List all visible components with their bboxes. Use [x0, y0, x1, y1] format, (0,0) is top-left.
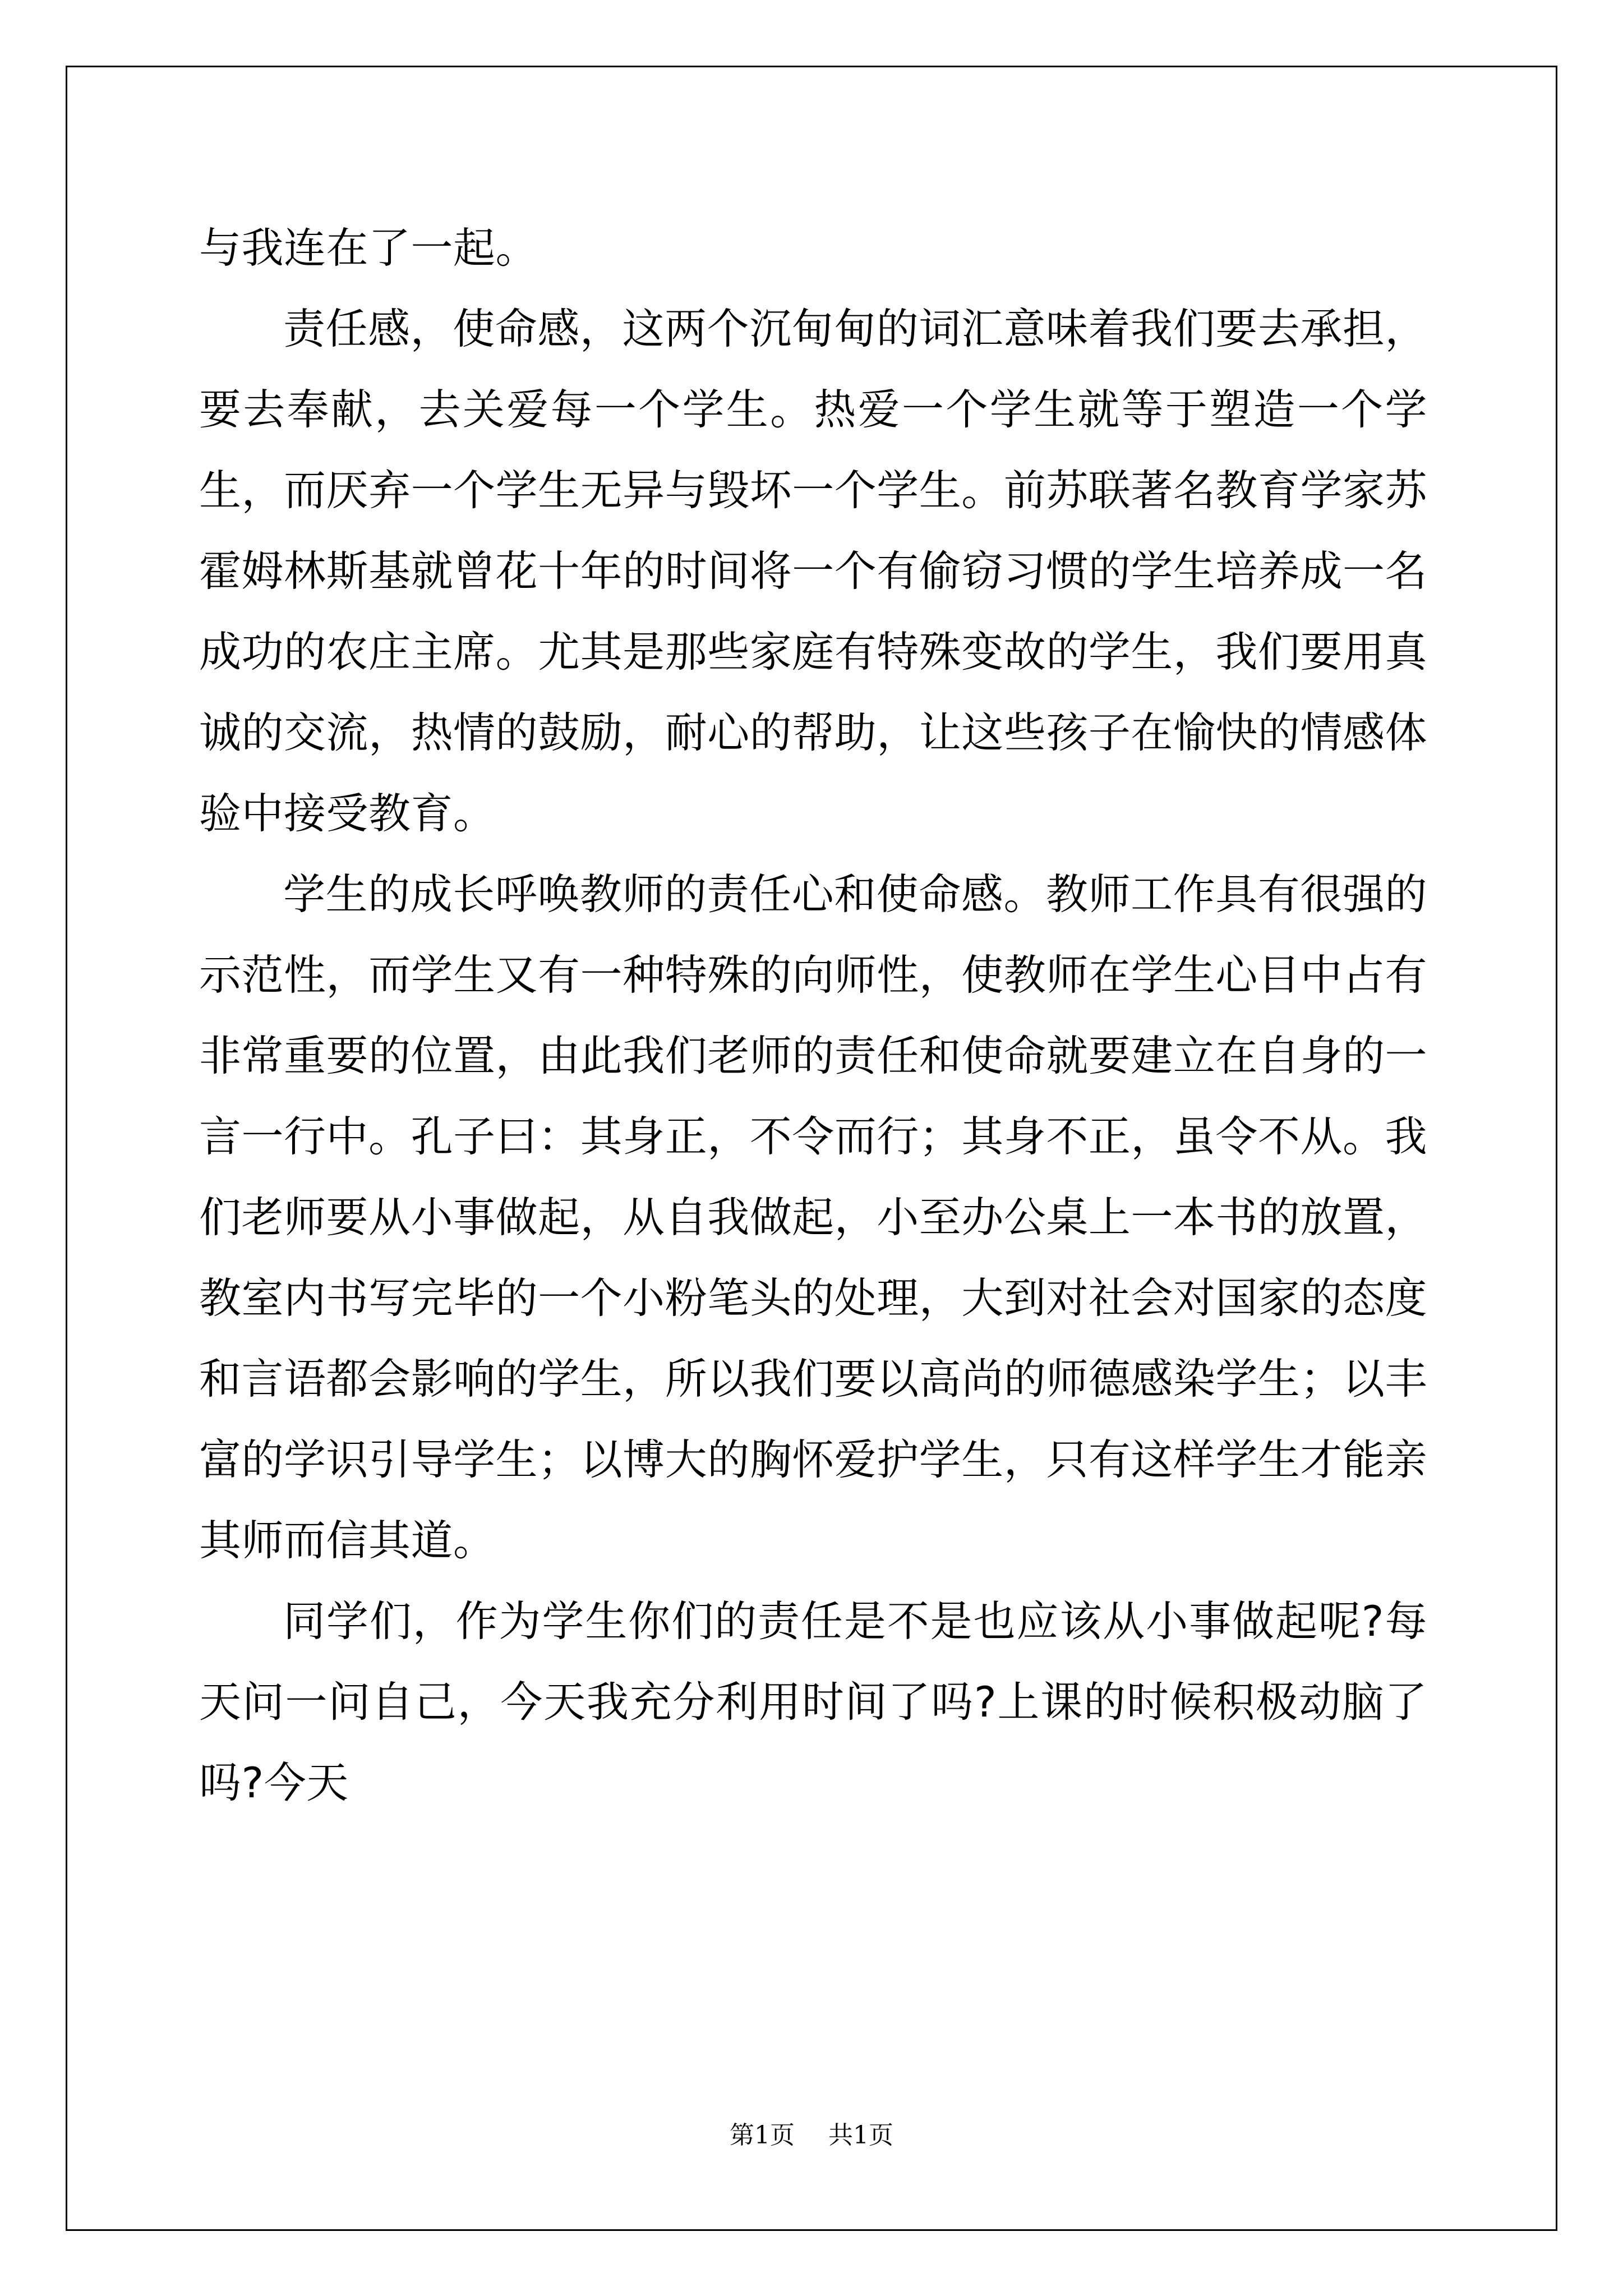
- page-number: 第1页: [730, 2121, 795, 2150]
- paragraph-3: 学生的成长呼唤教师的责任心和使命感。教师工作具有很强的示范性，而学生又有一种特殊的向师性，使教师在学生心目中占有非常重要的位置，由此我们老师的责任和使命就要建立在自身的一言一行中。孔子曰：其身正，不令而行；其身不正，虽令不从。我们老师要从小事做起，从自我做起，小至办公桌上一本书的放置，教室内书写完毕的一个小粉笔头的处理，大到对社会对国家的态度和言语都会影响的学生，所以我们要以高尚的师德感染学生；以丰富的学识引导学生；以博大的胸怀爱护学生，只有这样学生才能亲其师而信其道。: [199, 869, 1427, 1565]
- page-footer: [0, 2115, 1623, 2151]
- paragraph-1: 与我连在了一起。: [199, 223, 538, 273]
- paragraph-2: 责任感，使命感，这两个沉甸甸的词汇意味着我们要去承担，要去奉献，去关爱每一个学生。热爱一个学生就等于塑造一个学生，而厌弃一个学生无异与毁坏一个学生。前苏联著名教育学家苏霍姆林斯基就曾花十年的时间将一个有偷窃习惯的学生培养成一名成功的农庄主席。尤其是那些家庭有特殊变故的学生，我们要用真诚的交流，热情的鼓励，耐心的帮助，让这些孩子在愉快的情感体验中接受教育。: [199, 304, 1427, 838]
- document-body: [199, 208, 1427, 1823]
- paragraph-4: 同学们，作为学生你们的责任是不是也应该从小事做起呢?每天问一问自己，今天我充分利用时间了吗?上课的时候积极动脑了吗?今天: [199, 1596, 1427, 1807]
- total-pages: 共1页: [828, 2121, 893, 2150]
